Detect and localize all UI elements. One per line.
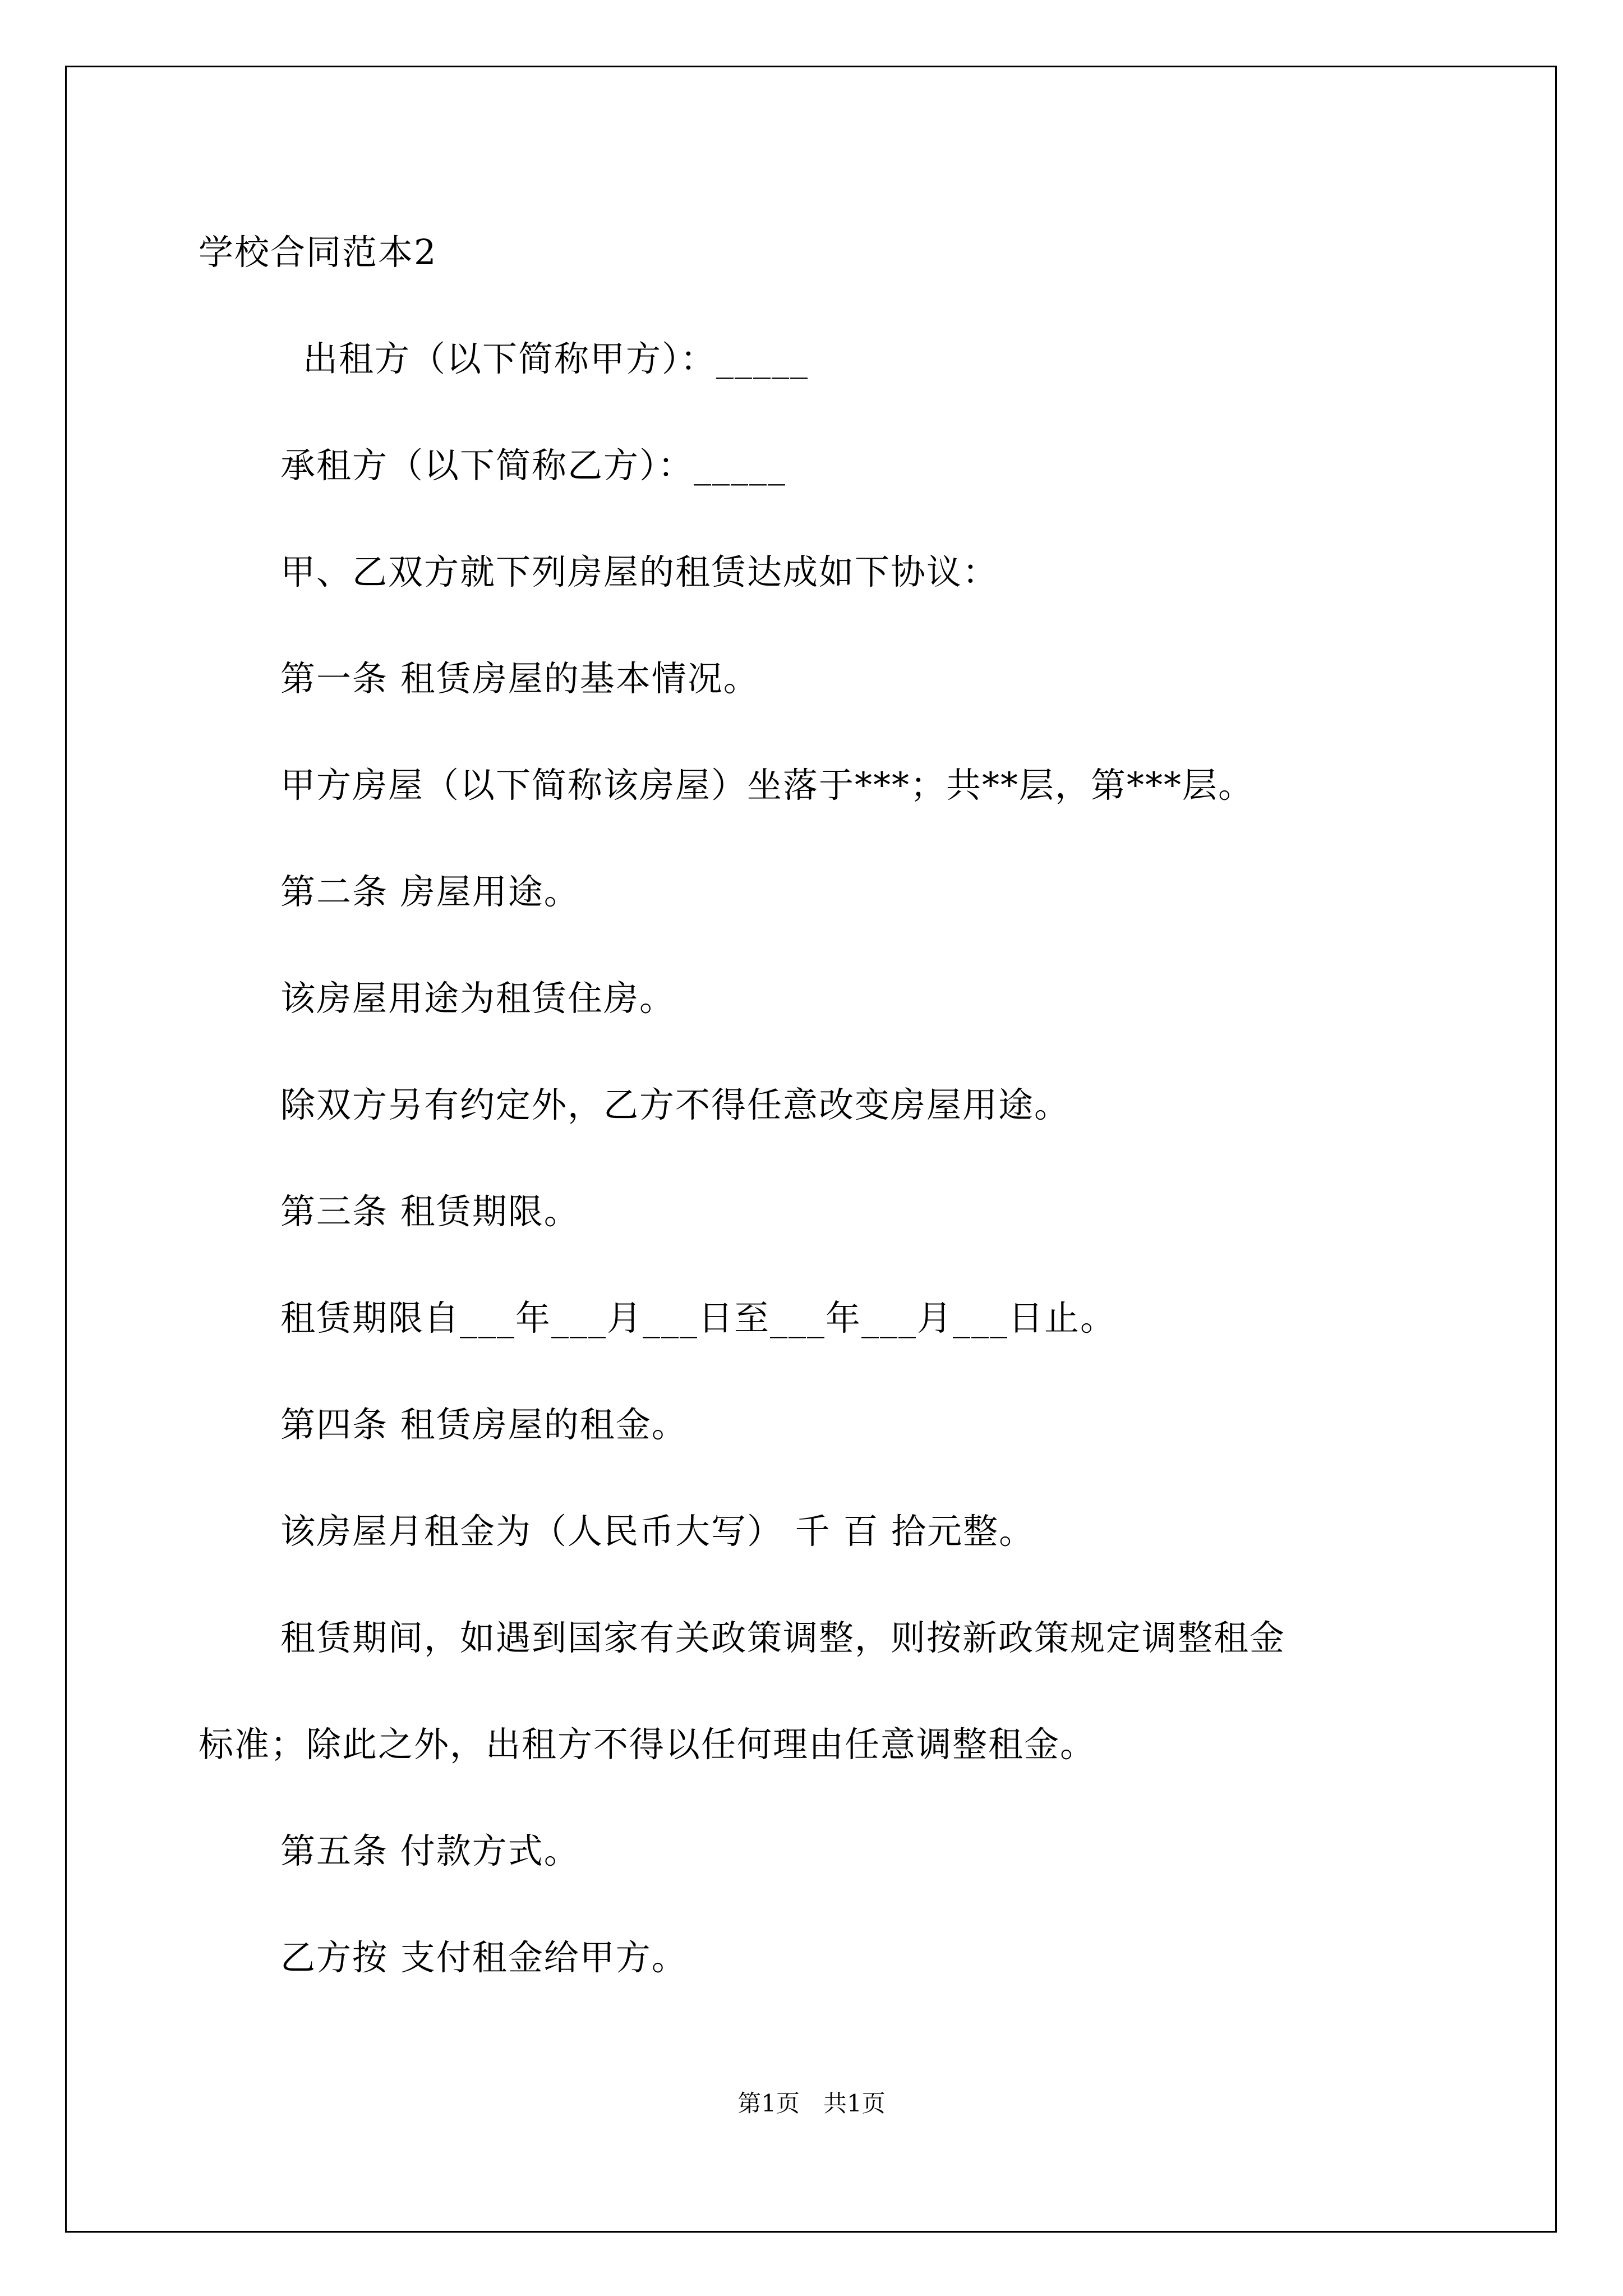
paragraph-location: 甲方房屋（以下简称该房屋）坐落于***；共**层，第***层。	[280, 765, 1255, 806]
article-5-heading: 第五条 付款方式。	[280, 1830, 580, 1871]
paragraph-lessor: 出租方（以下简称甲方）：_____	[303, 338, 809, 379]
article-3-heading: 第三条 租赁期限。	[280, 1191, 580, 1232]
article-2-heading: 第二条 房屋用途。	[280, 871, 580, 912]
paragraph-usage: 该房屋用途为租赁住房。	[280, 978, 676, 1019]
paragraph-rent-adjustment: 租赁期间，如遇到国家有关政策调整，则按新政策规定调整租金	[280, 1617, 1286, 1658]
paragraph-term: 租赁期限自___年___月___日至___年___月___日止。	[280, 1297, 1117, 1338]
article-1-heading: 第一条 租赁房屋的基本情况。	[280, 658, 759, 699]
page-footer: 第1页 共1页	[737, 2090, 886, 2117]
paragraph-rent: 该房屋月租金为（人民币大写） 千 百 拾元整。	[280, 1511, 1035, 1552]
page-border	[65, 66, 1557, 2233]
paragraph-payment: 乙方按 支付租金给甲方。	[280, 1937, 688, 1978]
document-title: 学校合同范本2	[199, 232, 437, 273]
paragraph-usage-restriction: 除双方另有约定外，乙方不得任意改变房屋用途。	[280, 1084, 1071, 1125]
paragraph-rent-adjustment-cont: 标准；除此之外，出租方不得以任何理由任意调整租金。	[199, 1724, 1096, 1765]
paragraph-agreement: 甲、乙双方就下列房屋的租赁达成如下协议：	[280, 551, 999, 592]
paragraph-lessee: 承租方（以下简称乙方）：_____	[280, 445, 787, 486]
article-4-heading: 第四条 租赁房屋的租金。	[280, 1404, 688, 1445]
